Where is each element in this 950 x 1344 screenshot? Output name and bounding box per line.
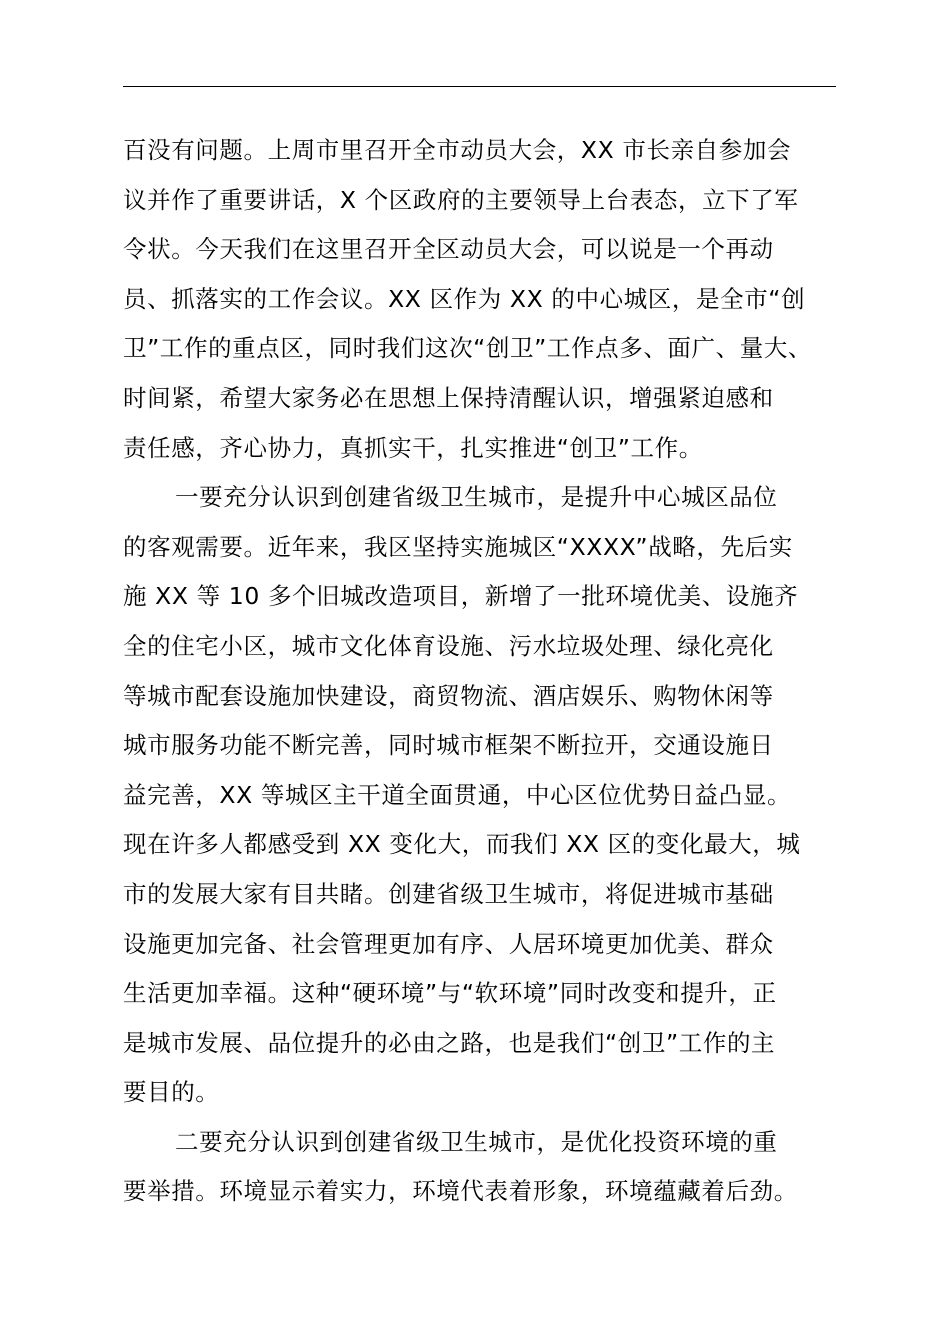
text-line: 时间紧，希望大家务必在思想上保持清醒认识，增强紧迫感和 bbox=[123, 383, 774, 412]
text-line: 员、抓落实的工作会议。XX 区作为 XX 的中心城区，是全市“创 bbox=[123, 284, 806, 313]
text-line: 设施更加完备、社会管理更加有序、人居环境更加优美、群众 bbox=[123, 929, 774, 958]
document-body bbox=[123, 126, 843, 1217]
text-line: 议并作了重要讲话，X 个区政府的主要领导上台表态，立下了军 bbox=[123, 185, 799, 214]
text-line: 责任感，齐心协力，真抓实干，扎实推进“创卫”工作。 bbox=[123, 433, 703, 462]
text-line: 卫”工作的重点区，同时我们这次“创卫”工作点多、面广、量大、 bbox=[123, 334, 813, 363]
text-line: 生活更加幸福。这种“硬环境”与“软环境”同时改变和提升，正 bbox=[123, 979, 777, 1008]
paragraph-first-line: 二要充分认识到创建省级卫生城市，是优化投资环境的重 bbox=[175, 1127, 778, 1156]
text-line: 的客观需要。近年来，我区坚持实施城区“XXXX”战略，先后实 bbox=[123, 532, 793, 561]
header-rule bbox=[123, 86, 836, 87]
text-line: 城市服务功能不断完善，同时城市框架不断拉开，交通设施日 bbox=[123, 731, 774, 760]
text-line: 益完善，XX 等城区主干道全面贯通，中心区位优势日益凸显。 bbox=[123, 780, 792, 809]
text-line: 施 XX 等 10 多个旧城改造项目，新增了一批环境优美、设施齐 bbox=[123, 582, 799, 611]
text-line: 要目的。 bbox=[123, 1078, 220, 1107]
text-line: 市的发展大家有目共睹。创建省级卫生城市，将促进城市基础 bbox=[123, 879, 774, 908]
text-line: 等城市配套设施加快建设，商贸物流、酒店娱乐、购物休闲等 bbox=[123, 681, 774, 710]
text-line: 要举措。环境显示着实力，环境代表着形象，环境蕴藏着后劲。 bbox=[123, 1177, 798, 1206]
paragraph-first-line: 一要充分认识到创建省级卫生城市，是提升中心城区品位 bbox=[175, 483, 778, 512]
text-line: 百没有问题。上周市里召开全市动员大会，XX 市长亲自参加会 bbox=[123, 136, 792, 164]
text-line: 令状。今天我们在这里召开全区动员大会，可以说是一个再动 bbox=[123, 235, 774, 264]
text-line: 是城市发展、品位提升的必由之路，也是我们“创卫”工作的主 bbox=[123, 1028, 776, 1057]
text-line: 现在许多人都感受到 XX 变化大，而我们 XX 区的变化最大，城 bbox=[123, 830, 801, 859]
text-line: 全的住宅小区，城市文化体育设施、污水垃圾处理、绿化亮化 bbox=[123, 631, 774, 660]
